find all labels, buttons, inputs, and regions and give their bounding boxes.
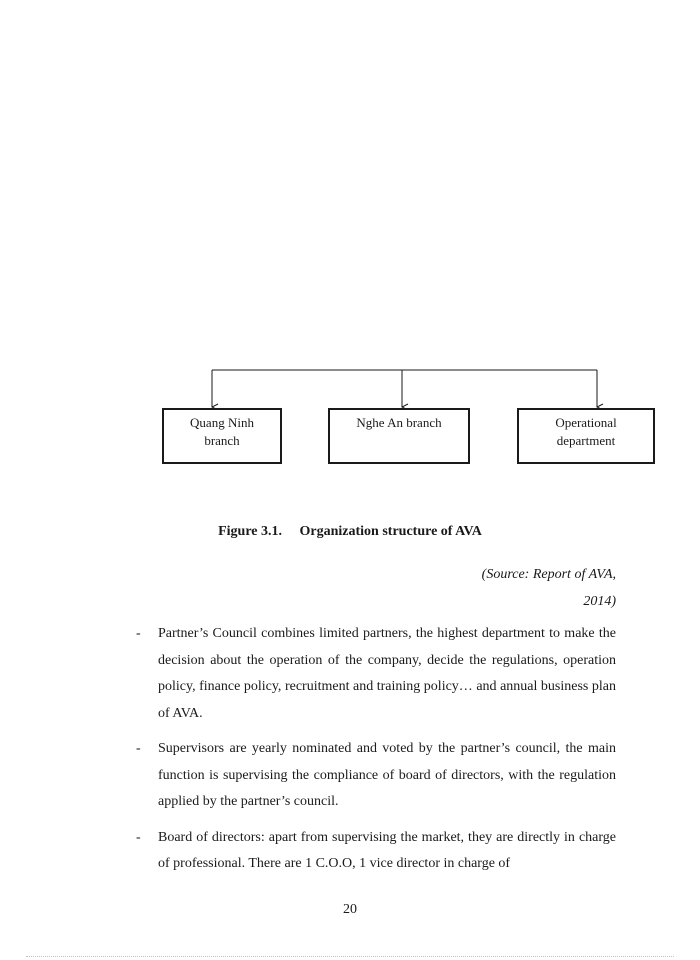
org-box-label: Nghe An branch xyxy=(356,415,442,430)
figure-source-line: (Source: Report of AVA, xyxy=(481,567,616,582)
list-item xyxy=(136,825,616,878)
page-bottom-divider xyxy=(26,956,674,957)
figure-source-line: 2014) xyxy=(583,594,616,609)
figure-number: Figure 3.1. xyxy=(218,524,282,539)
list-item xyxy=(136,736,616,816)
figure-caption xyxy=(0,524,700,540)
page-number: 20 xyxy=(343,902,357,917)
bullet-text: Board of directors: apart from supervising the market, they are directly in charge of professional. There are 1 C.O.O, 1 vice director in charge of xyxy=(158,829,616,871)
figure-title: Organization structure of AVA xyxy=(299,524,482,539)
bullet-text: Partner’s Council combines limited partners, the highest department to make the decision about the operation of the company, decide the regulations, operation policy, finance policy, recruitment and training policy… and annual business plan of AVA. xyxy=(158,626,616,721)
bullet-dash: - xyxy=(136,626,141,641)
figure-source xyxy=(416,561,616,615)
org-box-operational-department xyxy=(517,408,655,464)
org-box-label: branch xyxy=(204,433,240,448)
org-box-label: Quang Ninh xyxy=(190,415,254,430)
list-item xyxy=(136,621,616,727)
org-box-quang-ninh-branch xyxy=(162,408,282,464)
org-box-label: department xyxy=(556,433,616,448)
bullet-list xyxy=(136,621,616,887)
org-box-label: Operational xyxy=(555,415,617,430)
bullet-dash: - xyxy=(136,741,141,756)
org-box-nghe-an-branch xyxy=(328,408,470,464)
bullet-dash: - xyxy=(136,829,141,845)
bullet-text: Supervisors are yearly nominated and voted by the partner’s council, the main function is supervising the compliance of board of directors, with the regulation applied by the partner’s council. xyxy=(158,741,616,809)
